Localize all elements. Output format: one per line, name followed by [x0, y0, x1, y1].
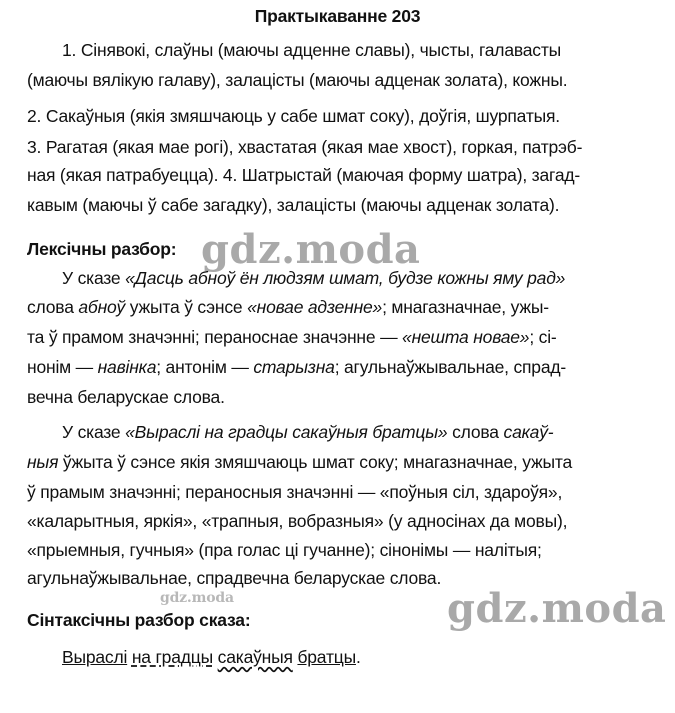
- term: ныя: [27, 452, 59, 472]
- watermark: gdz.moda: [447, 585, 667, 632]
- lexical-p2-line: ў прамым значэнні; пераносныя значэнні — «поўныя сіл, здароўя»,: [27, 482, 563, 502]
- attribute: сакаўныя: [217, 647, 293, 667]
- antonym: старызна: [253, 357, 335, 377]
- lexical-p1-line: [27, 356, 566, 378]
- watermark: gdz.moda: [201, 226, 421, 273]
- text: нонім —: [27, 357, 98, 377]
- lexical-p1-line: [27, 296, 549, 318]
- text: У сказе: [62, 268, 126, 288]
- synonym: навінка: [97, 357, 157, 377]
- text: ; антонім —: [156, 357, 254, 377]
- sentence-end: .: [355, 647, 361, 667]
- meaning: «новае адзенне»: [247, 297, 383, 317]
- lexical-p2-line: «каларытныя, яркія», «трапныя, вобразныя» (у адносінах да мовы),: [27, 511, 568, 531]
- lexical-p2-line: «прыемныя, гучныя» (пра голас ці гучанне); сінонімы — налітыя;: [27, 540, 542, 560]
- predicate: Выраслі: [62, 647, 128, 667]
- text: У сказе: [62, 422, 126, 442]
- quoted-sentence: «Выраслі на градцы сакаўныя братцы»: [125, 422, 448, 442]
- exercise-line: 2. Сакаўныя (якія змяшчаюць у сабе шмат соку), доўгія, шурпатыя.: [27, 106, 560, 126]
- lexical-p2-line: [62, 421, 553, 443]
- syntactic-heading: Сінтаксічны разбор сказа:: [27, 610, 251, 630]
- lexical-p1-line: [27, 326, 557, 348]
- text: ўжыта ў сэнсе якія змяшчаюць шмат соку; мнагазначнае, ужыта: [58, 452, 573, 472]
- text: та ў прамом значэнні; пераноснае значэнне —: [27, 327, 403, 347]
- figurative-meaning: «нешта новае»: [402, 327, 530, 347]
- page-title: Практыкаванне 203: [254, 6, 421, 26]
- text: слова: [447, 422, 504, 442]
- lexical-p1-line: [62, 267, 565, 289]
- term: сакаў-: [503, 422, 554, 442]
- lexical-p1-line: вечна беларускае слова.: [27, 387, 225, 407]
- exercise-line: ная (якая патрабуецца). 4. Шатрыстай (маючая форму шатра), загад-: [27, 165, 580, 185]
- text: ; сі-: [529, 327, 557, 347]
- text: слова: [27, 297, 79, 317]
- lexical-p2-line: агульнаўжывальнае, спрадвечна беларускае слова.: [27, 568, 442, 588]
- text: ; мнагазначнае, ужы-: [382, 297, 549, 317]
- exercise-line: (маючы вялікую галаву), залацісты (маючы адценак золата), кожны.: [27, 70, 568, 90]
- exercise-line: кавым (маючы ў сабе загадку), залацісты (маючы адценак золата).: [27, 195, 560, 215]
- term: абноў: [78, 297, 126, 317]
- watermark-small: gdz.moda: [160, 590, 234, 606]
- exercise-line: 1. Сінявокі, слаўны (маючы адценне славы), чысты, галавасты: [62, 40, 562, 60]
- text: ; агульнаўжывальнае, спрад-: [334, 357, 567, 377]
- lexical-heading: Лексічны разбор:: [27, 239, 177, 259]
- adverbial: на градцы: [131, 647, 213, 667]
- lexical-p2-line: [27, 451, 572, 473]
- subject: братцы: [297, 647, 356, 667]
- exercise-line: 3. Рагатая (якая мае рогі), хвастатая (якая мае хвост), горкая, патрэб-: [27, 137, 583, 157]
- text: ужыта ў сэнсе: [125, 297, 248, 317]
- quoted-sentence: «Дасць абноў ён людзям шмат, будзе кожны яму рад»: [125, 268, 566, 288]
- syntactic-sentence: [62, 646, 361, 668]
